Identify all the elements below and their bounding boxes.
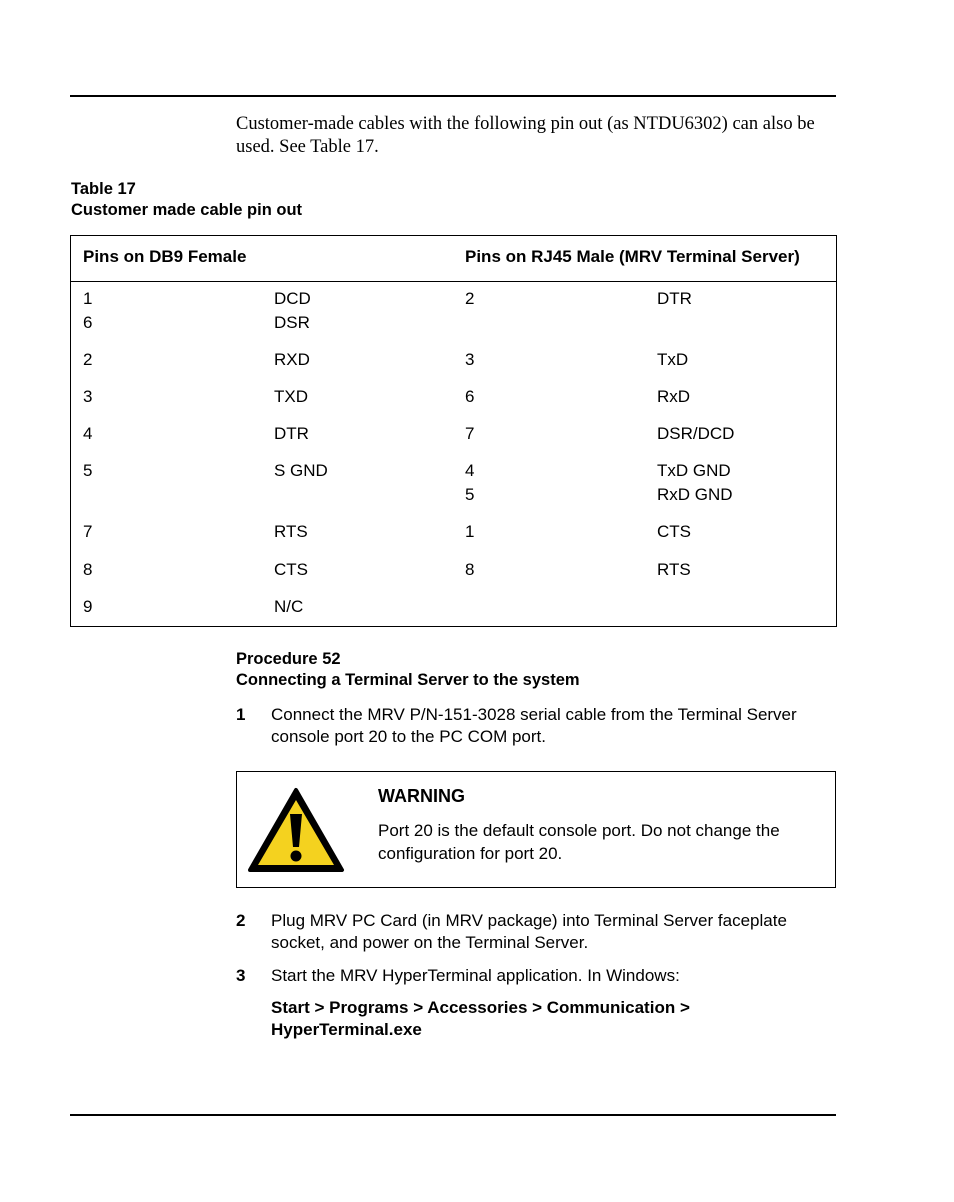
table-header-row	[71, 236, 836, 282]
table-cell: CTS	[274, 560, 308, 579]
table-cell: CTS	[657, 522, 691, 541]
intro-paragraph: Customer-made cables with the following pin out (as NTDU6302) can also be used. See Table 17.	[236, 114, 815, 157]
table-cell: RXD	[274, 350, 310, 369]
table-number: Table 17	[71, 180, 136, 198]
table-cell: 7	[83, 522, 93, 541]
table-cell: 7	[465, 424, 475, 443]
table-cell: 2	[83, 350, 93, 369]
header-rule	[70, 95, 836, 97]
table-cell: 4	[83, 424, 93, 443]
warning-box	[236, 771, 836, 888]
step-number: 3	[236, 966, 246, 985]
table-title: Customer made cable pin out	[71, 201, 303, 219]
step-text: Start the MRV HyperTerminal application. In Windows:	[271, 966, 680, 985]
table-cell: TXD	[274, 387, 308, 406]
table-cell: 8	[465, 560, 475, 579]
table-cell: S GND	[274, 461, 328, 480]
table-cell: 3	[83, 387, 93, 406]
table-cell: 5	[83, 461, 93, 480]
table-cell: 9	[83, 597, 93, 616]
table-cell: 3	[465, 350, 475, 369]
pinout-table	[70, 235, 837, 627]
table-cell: 4 5	[465, 461, 475, 504]
table-cell: RxD	[657, 387, 691, 406]
table-cell: TxD GND RxD GND	[657, 461, 733, 504]
table-cell: DSR/DCD	[657, 424, 735, 443]
table-cell: 1	[465, 522, 475, 541]
table-cell: DTR	[274, 424, 309, 443]
header-rj45: Pins on RJ45 Male (MRV Terminal Server)	[465, 247, 800, 266]
step-text: Connect the MRV P/N-151-3028 serial cable from the Terminal Server console port 20 to the PC COM port.	[271, 705, 797, 746]
warning-title: WARNING	[378, 786, 465, 806]
step-text: Plug MRV PC Card (in MRV package) into Terminal Server faceplate socket, and power on the Terminal Server.	[271, 911, 787, 952]
procedure-title: Connecting a Terminal Server to the system	[236, 671, 580, 689]
step-number: 1	[236, 705, 246, 724]
warning-triangle-icon	[247, 786, 345, 874]
step-number: 2	[236, 911, 246, 930]
menu-path: Start > Programs > Accessories > Communication > HyperTerminal.exe	[271, 998, 690, 1039]
table-cell: 2	[465, 289, 475, 308]
table-cell: 6	[465, 387, 475, 406]
table-cell: DTR	[657, 289, 692, 308]
warning-text: Port 20 is the default console port. Do not change the configuration for port 20.	[378, 821, 780, 863]
table-cell: N/C	[274, 597, 304, 616]
table-cell: TxD	[657, 350, 689, 369]
table-cell: 8	[83, 560, 93, 579]
procedure-caption	[236, 649, 580, 691]
header-db9: Pins on DB9 Female	[83, 247, 247, 266]
footer-rule	[70, 1114, 836, 1116]
procedure-number: Procedure 52	[236, 650, 341, 668]
table-cell: DCD DSR	[274, 289, 311, 332]
table-cell: RTS	[274, 522, 308, 541]
table-caption	[71, 179, 302, 221]
table-cell: 1 6	[83, 289, 93, 332]
table-cell: RTS	[657, 560, 691, 579]
